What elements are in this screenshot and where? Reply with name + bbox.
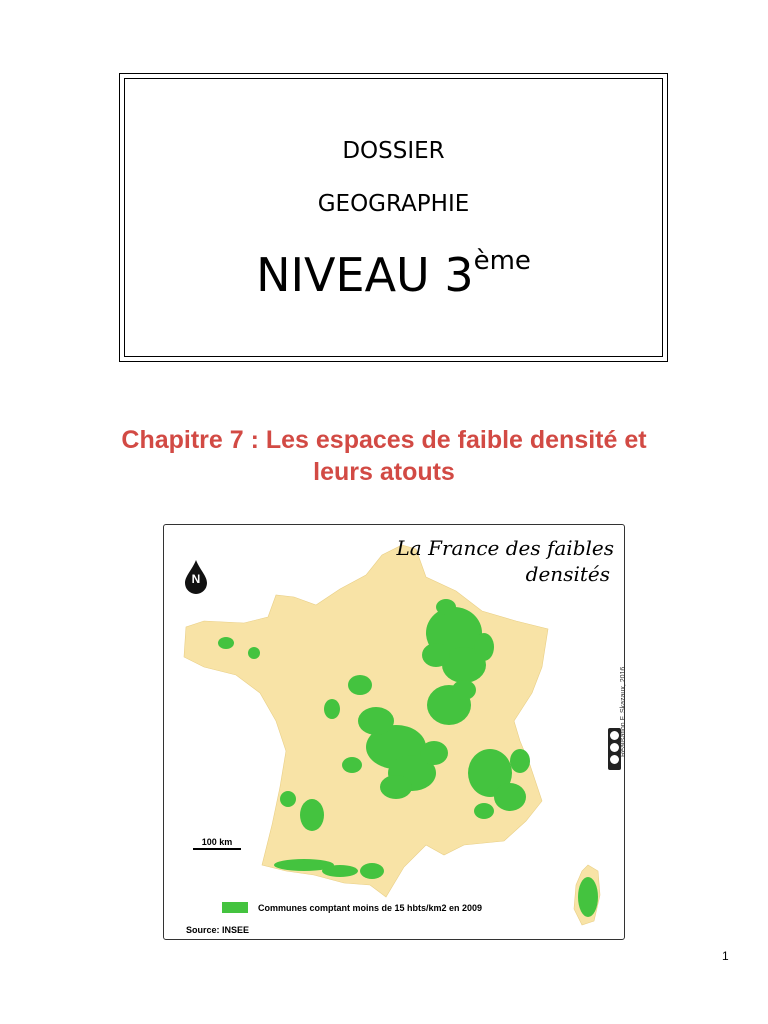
dossier-label: DOSSIER [342, 138, 445, 164]
level-superscript: ème [473, 246, 531, 276]
title-box-inner-border [124, 78, 663, 357]
legend-swatch [222, 902, 248, 913]
page-number: 1 [722, 949, 729, 963]
map-scale [193, 837, 241, 850]
map-figure [163, 524, 625, 940]
north-arrow-icon [183, 560, 209, 596]
chapter-title-line2: leurs atouts [313, 458, 455, 486]
map-title-line2: densités [525, 562, 610, 586]
scale-label: 100 km [201, 837, 233, 847]
chapter-title-line1: Chapitre 7 : Les espaces de faible densité et [121, 426, 647, 454]
scale-bar [193, 848, 241, 850]
north-letter: N [191, 572, 201, 586]
france-map [164, 525, 624, 939]
subject-label: GEOGRAPHIE [317, 191, 470, 217]
level-text: NIVEAU 3 [256, 248, 474, 302]
map-source: Source: INSEE [186, 925, 250, 935]
map-title-line1: La France des faibles [396, 536, 614, 560]
map-legend [222, 902, 482, 913]
map-credit: Réalisation F. Skazaux, 2016 [620, 666, 627, 757]
title-box [119, 73, 668, 362]
legend-label: Communes comptant moins de 15 hbts/km2 en 2009 [258, 902, 483, 913]
map-title [397, 535, 614, 587]
chapter-title [40, 424, 728, 488]
level-label [120, 248, 667, 302]
